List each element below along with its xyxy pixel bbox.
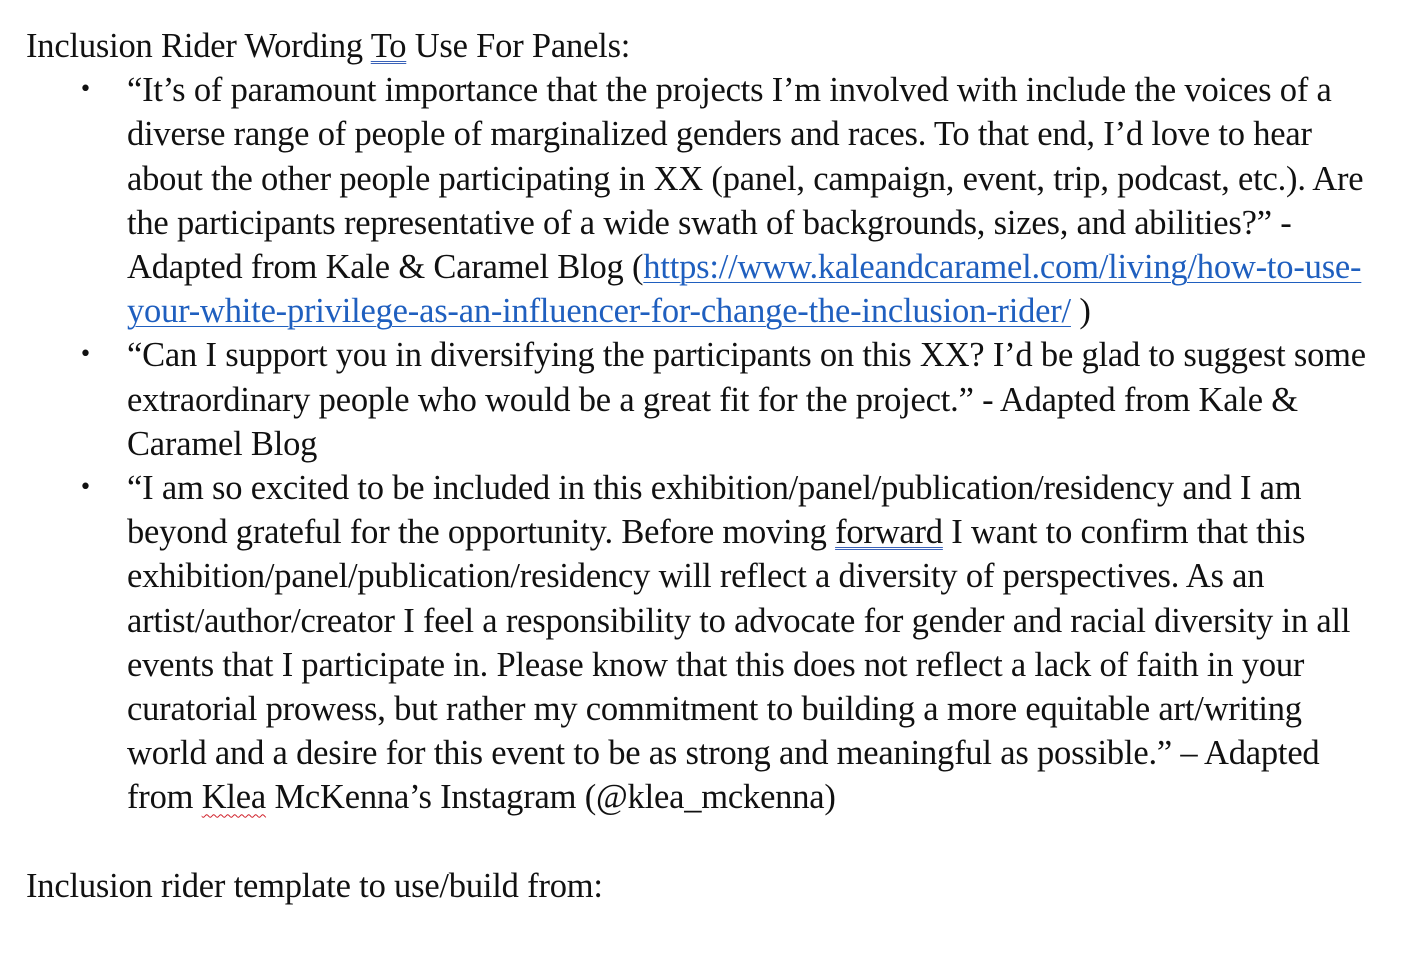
- section-heading: [26, 24, 1366, 68]
- list-item: [26, 466, 1366, 820]
- source-link[interactable]: https://www.kaleandcaramel.com/living/how-to-use-your-white-privilege-as-an-influencer-for-change-the-inclusion-rider/: [127, 248, 1362, 331]
- blank-line: [26, 820, 1366, 864]
- list-item: [26, 68, 1366, 333]
- quote-text: “It’s of paramount importance that the projects I’m involved with include the voices of a diverse range of people of marginalized genders and races. To that end, I’d love to hear about the other people participating in XX (panel, campaign, event, trip, podcast, etc.). Are the participants representative of a wide swath of backgrounds, sizes, and abilities?” - Adapted from Kale & Caramel Blog (: [127, 71, 1364, 287]
- bullet-icon: •: [79, 475, 92, 501]
- bullet-icon: •: [79, 77, 92, 103]
- next-heading-cutoff: Inclusion rider template to use/build from:: [26, 866, 603, 905]
- list-item: [26, 333, 1366, 466]
- document-body: [26, 24, 1366, 908]
- bullet-icon: •: [79, 342, 92, 368]
- quote-text-end: ): [1070, 292, 1091, 331]
- grammar-flagged-word[interactable]: To: [370, 27, 407, 65]
- spelling-flagged-word[interactable]: Klea: [201, 778, 267, 817]
- quote-text: “Can I support you in diversifying the participants on this XX? I’d be glad to suggest some extraordinary people who would be a great fit for the project.” - Adapted from Kale & Caramel Blog: [127, 336, 1366, 463]
- quote-text-end: McKenna’s Instagram (@klea_mckenna): [266, 778, 836, 817]
- quote-text: “I am so excited to be included in this exhibition/panel/publication/residency and I am beyond grateful for the opportunity. Before moving: [127, 469, 1302, 552]
- quote-list: [26, 68, 1366, 819]
- heading-text-start: Inclusion Rider Wording: [26, 27, 371, 65]
- heading-text-end: Use For Panels:: [406, 27, 631, 65]
- quote-text-middle: I want to confirm that this exhibition/panel/publication/residency will reflect a diversity of perspectives. As an artist/author/creator I feel a responsibility to advocate for gender and racial diversity in all events that I participate in. Please know that this does not reflect a lack of faith in your curatorial prowess, but rather my commitment to building a more equitable art/writing world and a desire for this event to be as strong and meaningful as possible.” – Adapted from: [127, 513, 1351, 817]
- grammar-flagged-word[interactable]: forward: [835, 513, 943, 552]
